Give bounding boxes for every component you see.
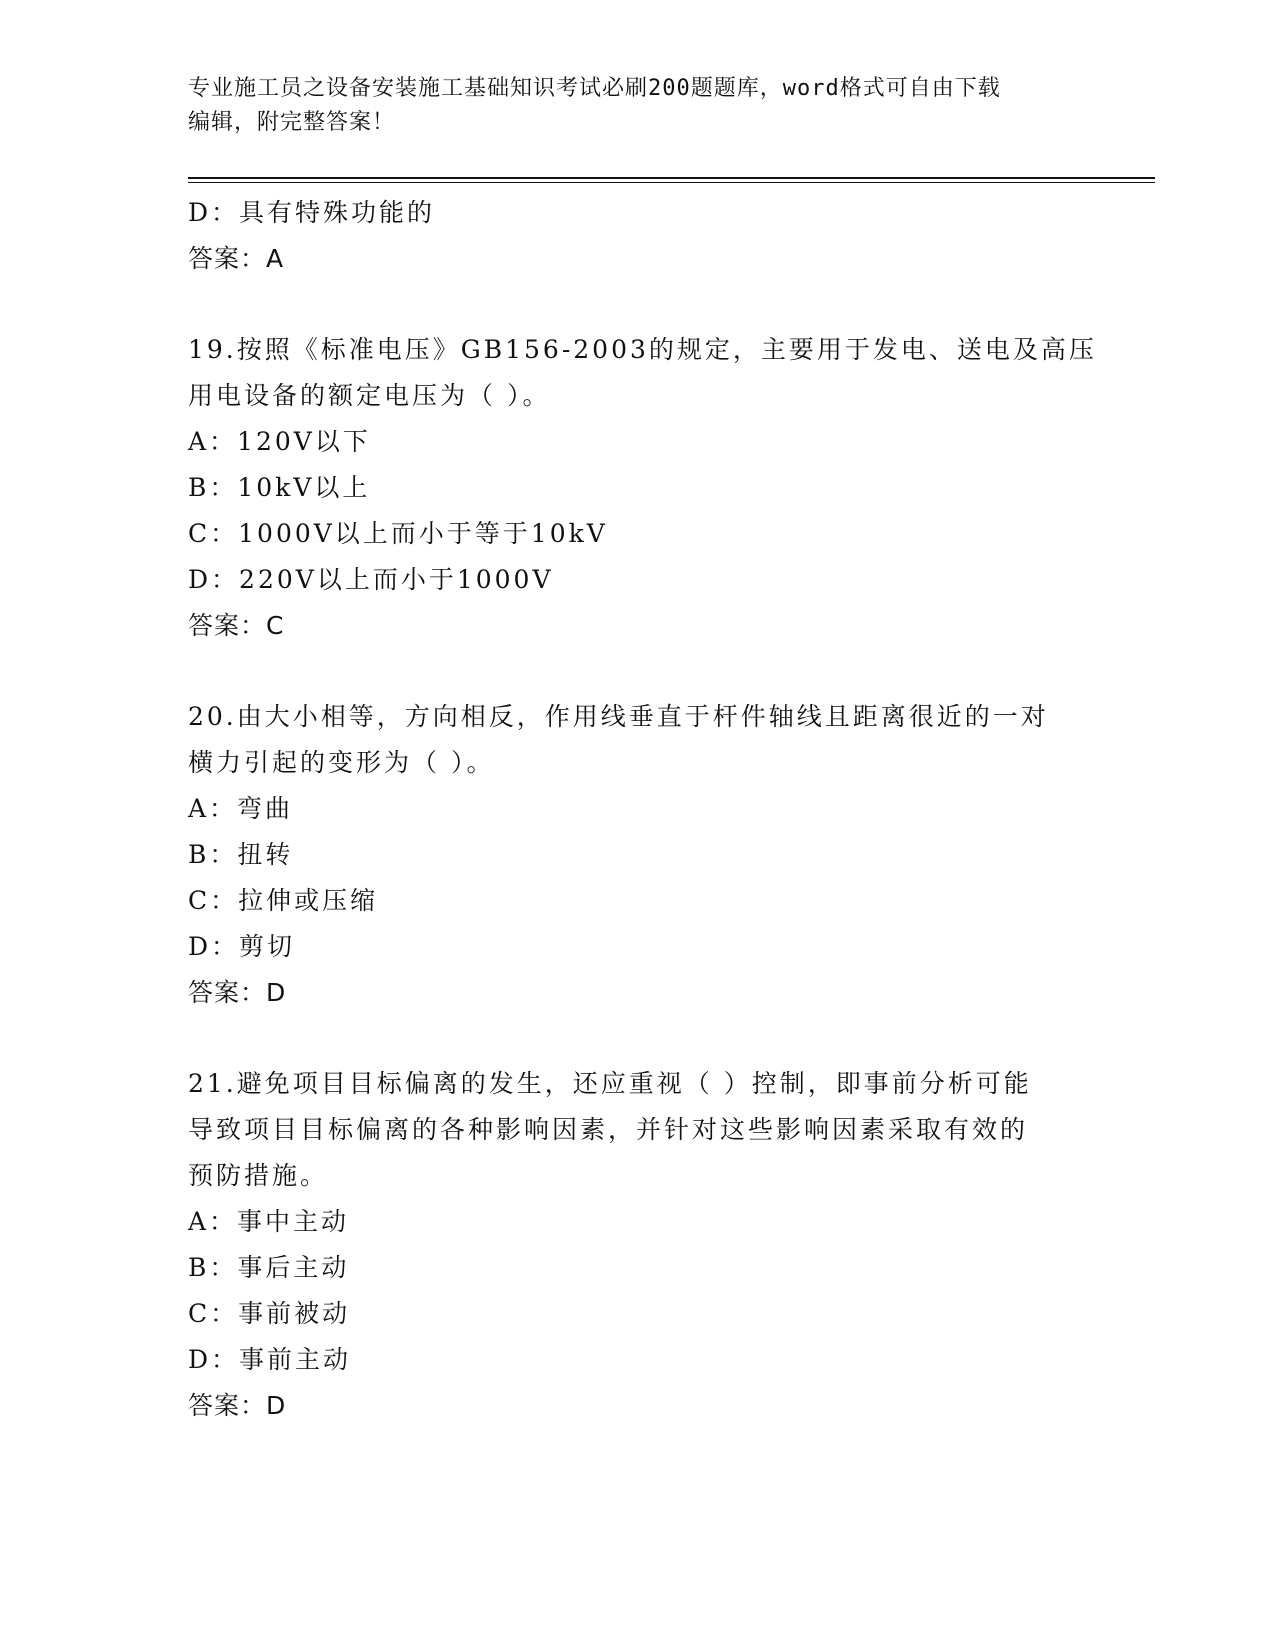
- answer-line: 答案：A: [188, 244, 285, 273]
- option-c: C：拉伸或压缩: [188, 886, 379, 915]
- option-a: A：事中主动: [188, 1207, 350, 1236]
- option-b: B：扭转: [188, 840, 294, 869]
- question-stem-line: 预防措施。: [188, 1161, 329, 1190]
- question-stem-line: 20.由大小相等，方向相反，作用线垂直于杆件轴线且距离很近的一对: [188, 702, 1049, 731]
- header-divider-thick: [188, 177, 1155, 179]
- answer-line: 答案：D: [188, 978, 287, 1007]
- spacer: [188, 649, 1088, 694]
- option-a: A：弯曲: [188, 794, 294, 823]
- question-stem-line: 21.避免项目目标偏离的发生，还应重视（ ）控制，即事前分析可能: [188, 1069, 1032, 1098]
- document-body: [188, 190, 1097, 1429]
- spacer: [188, 282, 1088, 327]
- option-d: D：具有特殊功能的: [188, 198, 436, 227]
- document-header: [188, 72, 1088, 140]
- option-c: C：事前被动: [188, 1299, 351, 1328]
- option-b: B：事后主动: [188, 1253, 350, 1282]
- header-divider-thin: [188, 182, 1155, 183]
- option-d: D：事前主动: [188, 1345, 352, 1374]
- answer-line: 答案：C: [188, 611, 285, 640]
- option-d: D：220V以上而小于1000V: [188, 565, 554, 594]
- previous-question-tail: [188, 190, 1088, 282]
- answer-line: 答案：D: [188, 1391, 287, 1420]
- header-title-line-1: 专业施工员之设备安装施工基础知识考试必刷200题题库，word格式可自由下载: [188, 76, 1001, 101]
- question-stem-line: 19.按照《标准电压》GB156-2003的规定，主要用于发电、送电及高压: [188, 335, 1097, 364]
- option-c: C：1000V以上而小于等于10kV: [188, 519, 608, 548]
- question-stem-line: 用电设备的额定电压为（ ）。: [188, 381, 551, 410]
- option-b: B：10kV以上: [188, 473, 371, 502]
- option-d: D：剪切: [188, 932, 296, 961]
- question-stem-line: 导致项目目标偏离的各种影响因素，并针对这些影响因素采取有效的: [188, 1115, 1029, 1144]
- question-19: [188, 327, 1097, 649]
- question-stem-line: 横力引起的变形为（ ）。: [188, 748, 495, 777]
- option-a: A：120V以下: [188, 427, 371, 456]
- question-21: [188, 1061, 1088, 1429]
- spacer: [188, 1016, 1088, 1061]
- header-title-line-2: 编辑，附完整答案！: [188, 110, 396, 135]
- question-20: [188, 694, 1088, 1016]
